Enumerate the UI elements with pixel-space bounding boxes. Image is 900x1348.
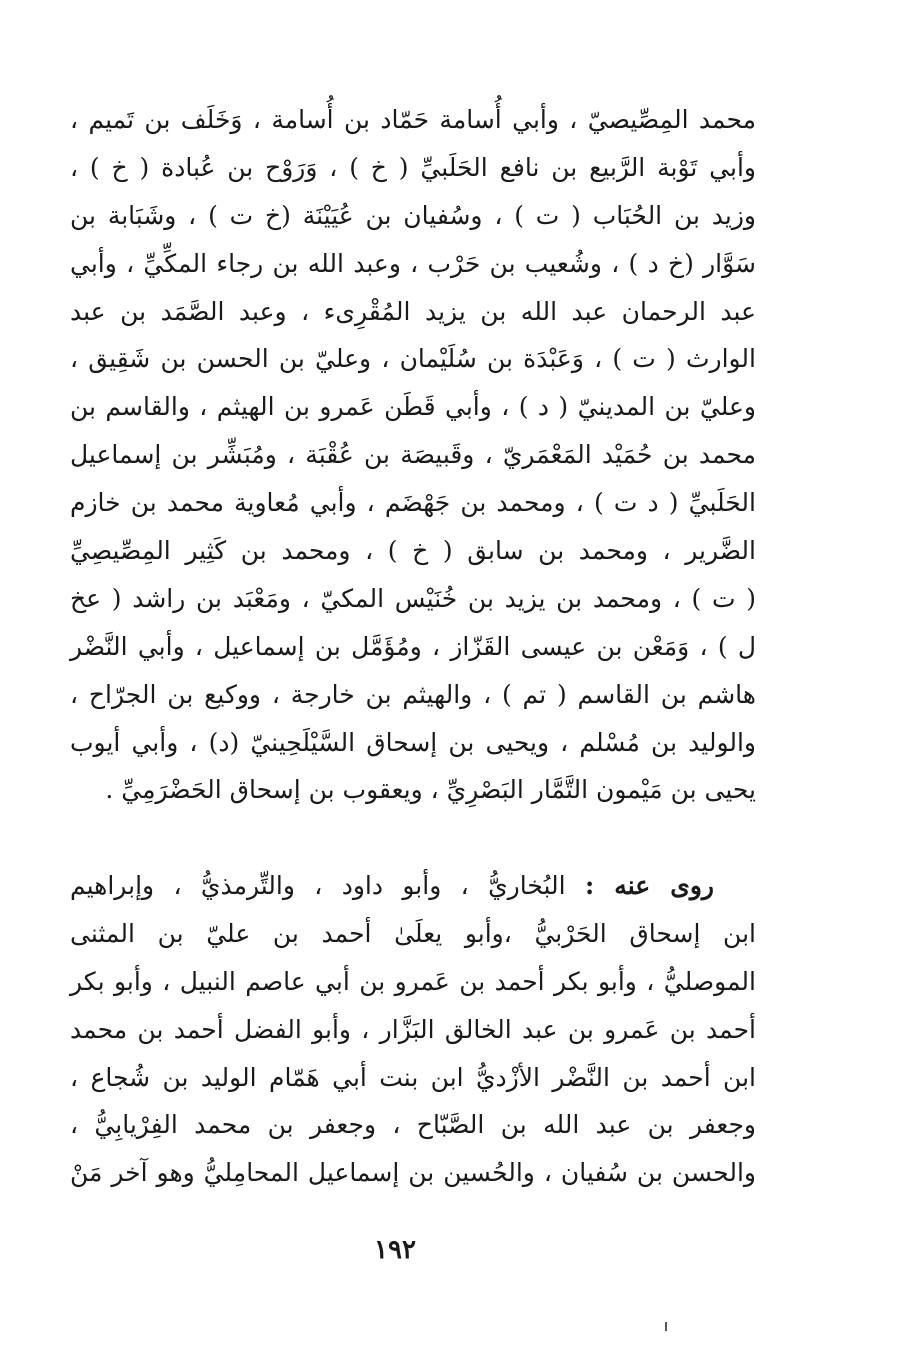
- text-line: الحَلَبيِّ ( د ت ) ، ومحمد بن جَهْضَم ، وأبي مُعاوية محمد بن خازم: [70, 488, 756, 518]
- text-line: يحيى بن مَيْمون التَّمَّار البَصْرِيِّ ، ويعقوب بن إسحاق الحَضْرَمِيِّ .: [105, 775, 756, 805]
- section-lead: روى عنه :: [584, 871, 715, 900]
- text-line: الموصليُّ ، وأبو بكر أحمد بن عَمرو بن أبي عاصم النبيل ، وأبو بكر: [70, 966, 756, 996]
- paragraph-narrators: [70, 862, 756, 1197]
- text-line-rest: البُخاريُّ ، وأبو داود ، والتِّرمذيُّ ، وإبراهيم: [70, 871, 566, 900]
- text-line: هاشم بن القاسم ( تم ) ، والهيثم بن خارجة ، ووكيع بن الجرّاح ،: [70, 679, 756, 709]
- text-line: والوليد بن مُسْلم ، ويحيى بن إسحاق السَّيْلَحِينيّ (د) ، وأبي أيوب: [70, 727, 756, 757]
- text-line: محمد بن حُمَيْد المَعْمَريّ ، وقَبيصَة بن عُقْبَة ، ومُبَشِّر بن إسماعيل: [70, 440, 756, 470]
- text-line: وزيد بن الحُبَاب ( ت ) ، وسُفيان بن عُيَيْنَة (خ ت ) ، وشَبَابة بن: [70, 200, 756, 230]
- paragraph-teachers: [70, 96, 756, 814]
- text-line: ابن إسحاق الحَرْبيُّ ،وأبو يعلَىٰ أحمد بن عليّ بن المثنى: [70, 918, 756, 948]
- text-line: وأبي تَوْبة الرَّبيع بن نافع الحَلَبيِّ ( خ ) ، وَرَوْح بن عُبادة ( خ ) ،: [70, 152, 756, 182]
- text-line: عبد الرحمان عبد الله بن يزيد المُقْرِىء ، وعبد الصَّمَد بن عبد: [70, 296, 756, 326]
- text-line: سَوَّار (خ د ) ، وشُعيب بن حَرْب ، وعبد الله بن رجاء المكِّيِّ ، وأبي: [70, 248, 756, 278]
- text-line: وجعفر بن عبد الله بن الصَّبّاح ، وجعفر بن محمد الفِرْيابِيُّ ،: [70, 1110, 756, 1140]
- margin-mark: [665, 1322, 667, 1331]
- text-line-first: [70, 862, 756, 910]
- text-line: الضَّرير ، ومحمد بن سابق ( خ ) ، ومحمد بن كَثِير المِصِّيصِيِّ: [70, 536, 756, 566]
- text-line: ابن أحمد بن النَّضْر الأزْديُّ ابن بنت أبي هَمّام الوليد بن شُجاع ،: [70, 1062, 756, 1092]
- page-number: ١٩٢: [374, 1235, 416, 1265]
- text-line: الوارث ( ت ) ، وَعَبْدَة بن سُلَيْمان ، وعليّ بن الحسن بن شَقِيق ،: [70, 344, 756, 374]
- text-line: أحمد بن عَمرو بن عبد الخالق البَزَّار ، وأبو الفضل أحمد بن محمد: [70, 1014, 756, 1044]
- text-line: ( ت ) ، ومحمد بن يزيد بن خُنَيْس المكيّ ، ومَعْبَد بن راشد ( عخ: [70, 583, 756, 613]
- text-line: محمد المِصِّيصيّ ، وأبي أُسامة حَمّاد بن أُسامة ، وَخَلَف بن تَميم ،: [70, 105, 756, 134]
- text-line: ل ) ، وَمَعْن بن عيسى القَزّاز ، ومُؤَمَّل بن إسماعيل ، وأبي النَّضْر: [70, 631, 756, 661]
- text-line: وعليّ بن المدينيّ ( د ) ، وأبي قَطَن عَمرو بن الهيثم ، والقاسم بن: [70, 392, 756, 422]
- text-line: والحسن بن سُفيان ، والحُسين بن إسماعيل المحامِليُّ وهو آخر مَنْ: [70, 1158, 756, 1188]
